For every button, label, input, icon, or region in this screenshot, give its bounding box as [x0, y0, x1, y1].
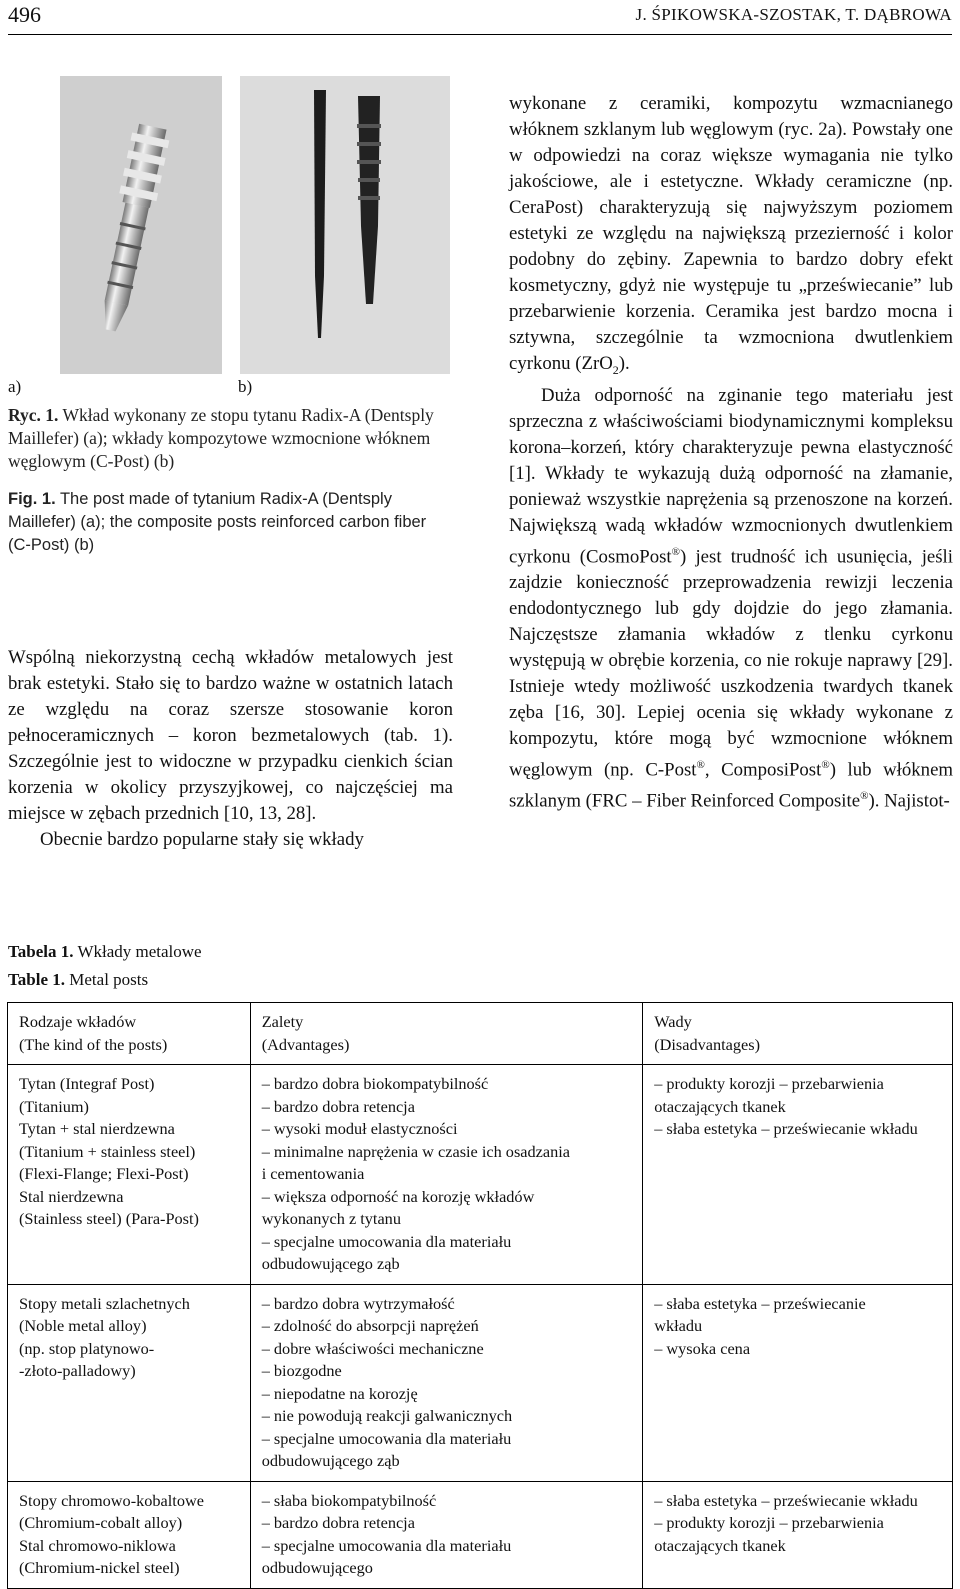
header-kind	[8, 1003, 251, 1065]
cell-line: – dobre właściwości mechaniczne	[261, 1338, 484, 1358]
cell-line: Tytan (Integraf Post)	[19, 1074, 155, 1093]
cell-line: – niepodatne na korozję	[261, 1383, 418, 1403]
figure-caption-pl	[8, 404, 453, 473]
figure-label-a: a)	[8, 377, 22, 396]
cell-line: – słaba estetyka – przeświecanie wkładu	[654, 1119, 918, 1138]
cell-line: – specjalne umocowania dla materiału	[261, 1428, 512, 1448]
caption-en-lead: Fig. 1.	[8, 490, 56, 508]
cell-line: wykonanych z tytanu	[261, 1209, 401, 1228]
table-row	[8, 1284, 953, 1481]
cell-line: – biozgodne	[261, 1361, 342, 1380]
cell-line: wkładu	[654, 1316, 703, 1335]
cell-disadvantages	[643, 1065, 953, 1285]
cell-line: (Titanium)	[19, 1096, 89, 1116]
figure-caption-en	[8, 488, 453, 557]
cell-line: otaczających tkanek	[654, 1096, 786, 1116]
figure-label-b: b)	[238, 377, 253, 396]
header-advantages	[250, 1003, 643, 1065]
cell-kind	[8, 1284, 251, 1481]
header-line: (Advantages)	[261, 1034, 350, 1054]
left-column-body	[8, 645, 453, 853]
cell-line: Stal chromowo-niklowa	[19, 1535, 176, 1555]
cell-advantages	[250, 1284, 643, 1481]
cell-line: – bardzo dobra retencja	[261, 1513, 415, 1532]
cell-line: Tytan + stal nierdzewna	[19, 1119, 175, 1138]
table-title-pl-lead: Tabela 1.	[8, 942, 74, 961]
cell-line: – zdolność do absorpcji naprężeń	[261, 1316, 479, 1335]
cell-line: otaczających tkanek	[654, 1535, 786, 1555]
header-line: Zalety	[261, 1012, 304, 1031]
cell-line: – specjalne umocowania dla materiału	[261, 1535, 512, 1555]
cell-line: – bardzo dobra biokompatybilność	[261, 1074, 489, 1093]
cell-line: (Noble metal alloy)	[19, 1316, 147, 1335]
body-paragraph	[509, 91, 953, 383]
caption-en-text: The post made of tytanium Radix-A (Dentsply Maillefer) (a); the composite posts reinforced carbon fiber (C-Post) (b)	[8, 490, 427, 554]
right-column-body	[509, 91, 953, 815]
titanium-post-illustration	[60, 76, 222, 374]
table-row	[8, 1481, 953, 1588]
cell-line: Stal nierdzewna	[19, 1186, 124, 1206]
cell-line: – minimalne naprężenia w czasie ich osadzania	[261, 1141, 570, 1161]
page-header	[8, 0, 952, 34]
cell-advantages	[250, 1481, 643, 1588]
body-paragraph: Wspólną niekorzystną cechą wkładów metalowych jest brak estetyki. Stało się to bardzo ważne w ostatnich latach ze względu na coraz szersze stosowanie koron pełnoceramicznych – koron bezmetalowych (tab. 1). Szczególnie jest to widoczne w przypadku cienkich ścian korzenia w okolicy przyszyjkowej, co najczęściej ma miejsce w zębach przednich [10, 13, 28].	[8, 647, 453, 824]
table-row	[8, 1065, 953, 1285]
cell-line: – wysoki moduł elastyczności	[261, 1119, 458, 1138]
cell-kind	[8, 1481, 251, 1588]
cell-advantages	[250, 1065, 643, 1285]
text-run: ) lub włóknem szklanym (FRC – Fiber Reinforced Composite	[509, 759, 954, 812]
cell-line: Stopy metali szlachetnych	[19, 1293, 190, 1313]
figure-photo-b	[240, 76, 450, 374]
page-number: 496	[8, 2, 41, 27]
figure-photo-a	[60, 76, 222, 374]
metal-posts-table	[7, 1002, 953, 1589]
cell-line: – bardzo dobra wytrzymałość	[261, 1293, 455, 1313]
cell-line: – nie powodują reakcji galwanicznych	[261, 1406, 513, 1425]
cell-line: (Chromium-cobalt alloy)	[19, 1513, 183, 1532]
text-run: ) jest trudność ich usunięcia, jeśli zajdzie konieczność przeprowadzenia rewizji leczenia endodontycznego lub gdy dojdzie do jego złamania. Najczęstsze złamania wkładów z tlenku cyrkonu występują w obrębie korzenia, co nie rokuje naprawy [29]. Istnieje wtedy możliwość uszkodzenia twardych tkanek zęba [16, 30]. Lepiej ocenia się wkłady wykonane z kompozytu, które mogą być wzmocnione włóknem węglowym (np. C-Post	[509, 546, 953, 781]
cell-line: (Titanium + stainless steel)	[19, 1141, 196, 1161]
text-run: Duża odporność na zginanie tego materiału jest sprzeczna z właściwościami biodynamicznymi kompleksu korona–korzeń, który charakteryzuje pewna elastyczność [1]. Wkłady te wykazują dużą odporność na złamanie, ponieważ wszystkie naprężenia są przenoszone na korzeń. Największą wadą wkładów wzmocnionych dwutlenkiem cyrkonu (CosmoPost	[509, 384, 953, 568]
table-title-en-text: Metal posts	[65, 970, 149, 989]
cell-line: odbudowującego	[261, 1558, 373, 1577]
cell-line: – większa odporność na korozję wkładów	[261, 1186, 535, 1206]
registered-mark: ®	[696, 759, 705, 772]
registered-mark: ®	[821, 759, 830, 772]
cell-line: (np. stop platynowo-	[19, 1338, 155, 1358]
cell-line: i cementowania	[261, 1164, 365, 1183]
carbon-posts-illustration	[240, 76, 450, 374]
header-line: Wady	[654, 1012, 692, 1031]
table-title-en-lead: Table 1.	[8, 970, 66, 989]
cell-line: – słaba estetyka – przeświecanie	[654, 1293, 866, 1313]
body-paragraph	[509, 383, 953, 815]
header-disadvantages	[643, 1003, 953, 1065]
cell-line: (Chromium-nickel steel)	[19, 1558, 180, 1577]
cell-line: – bardzo dobra retencja	[261, 1096, 415, 1116]
cell-disadvantages	[643, 1481, 953, 1588]
text-run: , ComposiPost	[704, 759, 822, 781]
cell-line: – słaba estetyka – przeświecanie wkładu	[654, 1490, 918, 1510]
subscript: 2	[612, 362, 619, 377]
table-body	[8, 1065, 953, 1589]
cell-line: (Stainless steel) (Para-Post)	[19, 1209, 199, 1228]
cell-line: – słaba biokompatybilność	[261, 1490, 437, 1510]
cell-line: -złoto-palladowy)	[19, 1361, 136, 1380]
caption-pl-lead: Ryc. 1.	[8, 405, 59, 425]
body-paragraph: Obecnie bardzo popularne stały się wkłady	[40, 829, 364, 850]
cell-line: odbudowującego ząb	[261, 1451, 400, 1470]
cell-line: (Flexi-Flange; Flexi-Post)	[19, 1164, 189, 1183]
table-title-en	[8, 970, 148, 990]
text-run: wykonane z ceramiki, kompozytu wzmacnianego włóknem szklanym lub węglowym (ryc. 2a). Powstały one w odpowiedzi na coraz większe wymagania nie tylko jakościowe, ale i estetyczne. Wkłady ceramiczne (np. CeraPost) charakteryzują się najwyższym poziomem estetyki ze względu na największą przezierność i kolor podobny do zębiny. Zapewnia to bardzo dobry efekt kosmetyczny, gdyż nie występuje tu „przeświecanie” lub przebarwienie korzenia. Ceramika jest bardzo mocna i sztywna, szczególnie ta wzmocniona dwutlenkiem cyrkonu (ZrO	[509, 93, 953, 374]
cell-disadvantages	[643, 1284, 953, 1481]
cell-line: – produkty korozji – przebarwienia	[654, 1074, 884, 1093]
header-line: (The kind of the posts)	[19, 1034, 168, 1054]
cell-line: odbudowującego ząb	[261, 1254, 400, 1273]
running-head: J. ŚPIKOWSKA-SZOSTAK, T. DĄBROWA	[635, 5, 952, 24]
header-line: (Disadvantages)	[654, 1034, 760, 1054]
cell-kind	[8, 1065, 251, 1285]
caption-pl-text: Wkład wykonany ze stopu tytanu Radix-A (Dentsply Maillefer) (a); wkłady kompozytowe wzmocnione włóknem węglowym (C-Post) (b)	[8, 405, 434, 471]
table-title-pl	[8, 942, 202, 962]
cell-line: – produkty korozji – przebarwienia	[654, 1513, 884, 1532]
text-run: ). Najistot-	[868, 790, 950, 812]
header-rule	[8, 34, 952, 35]
cell-line: – specjalne umocowania dla materiału	[261, 1231, 512, 1251]
registered-mark: ®	[671, 545, 680, 558]
cell-line: – wysoka cena	[654, 1338, 751, 1358]
header-line: Rodzaje wkładów	[19, 1012, 137, 1031]
cell-line: Stopy chromowo-kobaltowe	[19, 1490, 204, 1510]
table-title-pl-text: Wkłady metalowe	[73, 942, 202, 961]
text-run: ).	[618, 353, 630, 374]
registered-mark: ®	[860, 790, 869, 803]
table-header-row	[8, 1003, 953, 1065]
